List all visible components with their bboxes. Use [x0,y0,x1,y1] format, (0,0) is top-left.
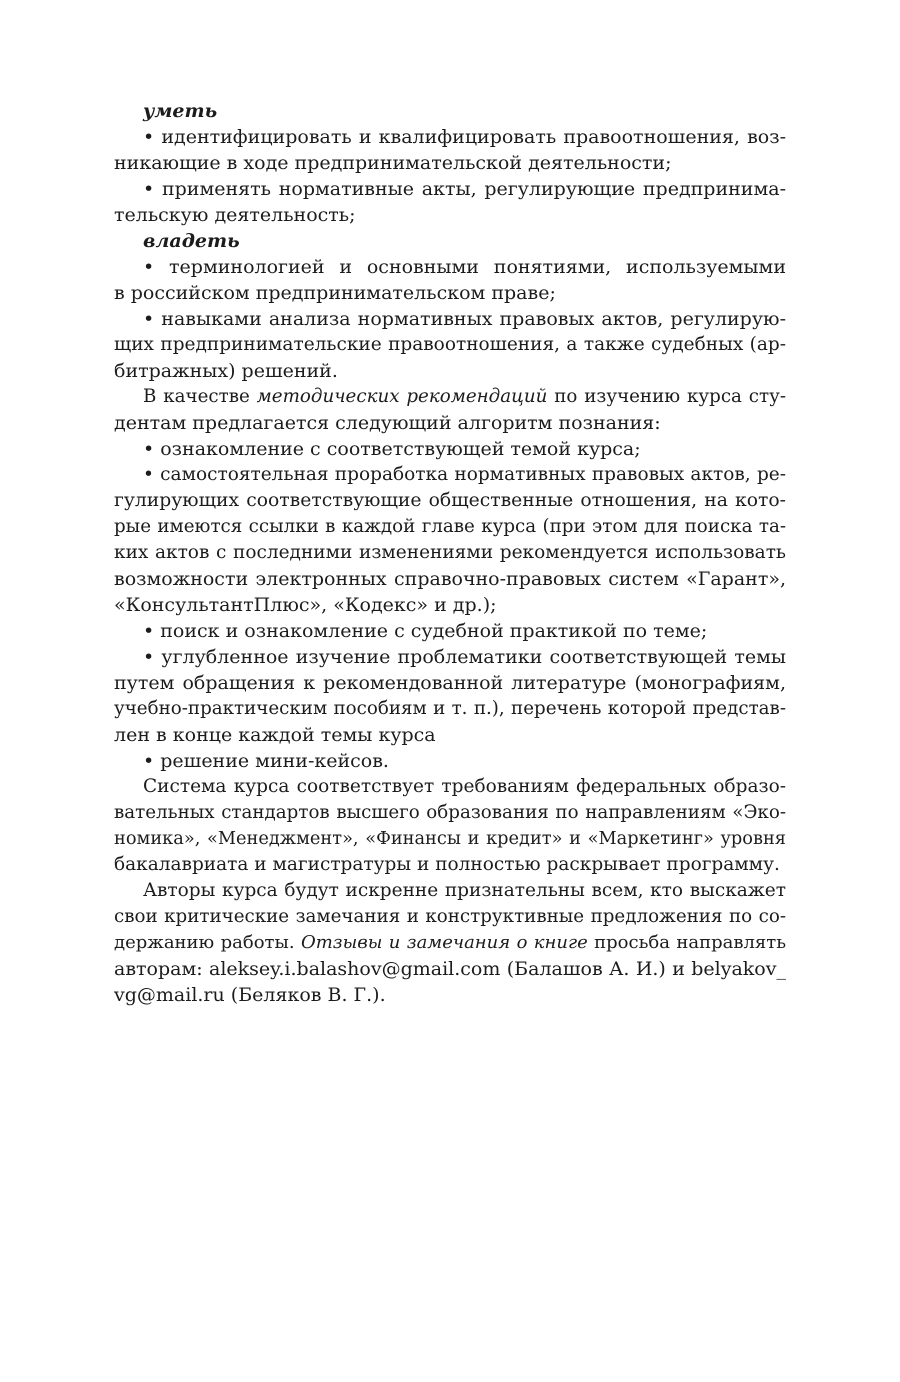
text-line: дентам предлагается следующий алгоритм познания: [114,412,661,434]
text-line: • самостоятельная проработка нормативных правовых актов, ре- [143,464,786,485]
text-line: • применять нормативные акты, регулирующие предпринима- [143,178,786,200]
text-line: «КонсультантПлюс», «Кодекс» и др.); [114,594,497,616]
page-text [114,98,786,1008]
text-line-mixed [114,384,786,410]
text-line: Авторы курса будут искренне признательны всем, кто выскажет [143,880,786,901]
text-line: путем обращения к рекомендованной литературе (монографиям, [114,672,786,694]
text-line-mixed [114,930,786,956]
text-line: возможности электронных справочно-правовых систем «Гарант», [114,568,786,590]
text-line: вательных стандартов высшего образования по направлениям «Эко- [114,802,786,823]
text-line: битражных) решений. [114,360,338,382]
italic-run: методических рекомендаций [256,386,548,407]
text-line: лен в конце каждой темы курса [114,724,436,746]
text-line: ких актов с последними изменениями рекомендуется использовать [114,542,786,563]
text-line: щих предпринимательские правоотношения, а также судебных (ар- [114,334,786,355]
text-line: номика», «Менеджмент», «Финансы и кредит» и «Маркетинг» уровня [114,829,786,849]
text-line: гулирующих соответствующие общественные отношения, на кото- [114,490,786,511]
text-run: по изучению курса сту- [547,386,786,407]
text-run: просьба направлять [587,932,786,953]
text-line: учебно-практическим пособиям и т. п.), перечень которой представ- [114,698,786,719]
text-line: • ознакомление с соответствующей темой курса; [143,438,641,460]
text-line: • углубленное изучение проблематики соответствующей темы [143,646,786,668]
heading-umet: уметь [143,100,218,122]
text-line: • поиск и ознакомление с судебной практикой по теме; [143,620,708,642]
text-line: • решение мини-кейсов. [143,750,389,772]
text-line: никающие в ходе предпринимательской деятельности; [114,152,672,174]
text-line: бакалавриата и магистратуры и полностью раскрывает программу. [114,854,780,875]
heading-vladet: владеть [143,230,240,252]
text-line: Система курса соответствует требованиям федеральных образо- [143,776,786,797]
text-line: авторам: aleksey.i.balashov@gmail.com (Балашов А. И.) и belyakov_ [114,958,786,980]
text-line: • терминологией и основными понятиями, используемыми [143,256,786,278]
text-line: • навыками анализа нормативных правовых актов, регулирую- [143,308,786,330]
text-line: vg@mail.ru (Беляков В. Г.). [114,984,386,1006]
text-run: держанию работы. [114,932,301,953]
text-run: В качестве [143,386,257,407]
text-line: рые имеются ссылки в каждой главе курса (при этом для поиска та- [114,516,786,537]
text-line: тельскую деятельность; [114,204,356,226]
text-line: в российском предпринимательском праве; [114,282,556,304]
text-line: свои критические замечания и конструктивные предложения по со- [114,906,786,927]
italic-run: Отзывы и замечания о книге [300,932,588,953]
text-line: • идентифицировать и квалифицировать правоотношения, воз- [143,126,786,148]
